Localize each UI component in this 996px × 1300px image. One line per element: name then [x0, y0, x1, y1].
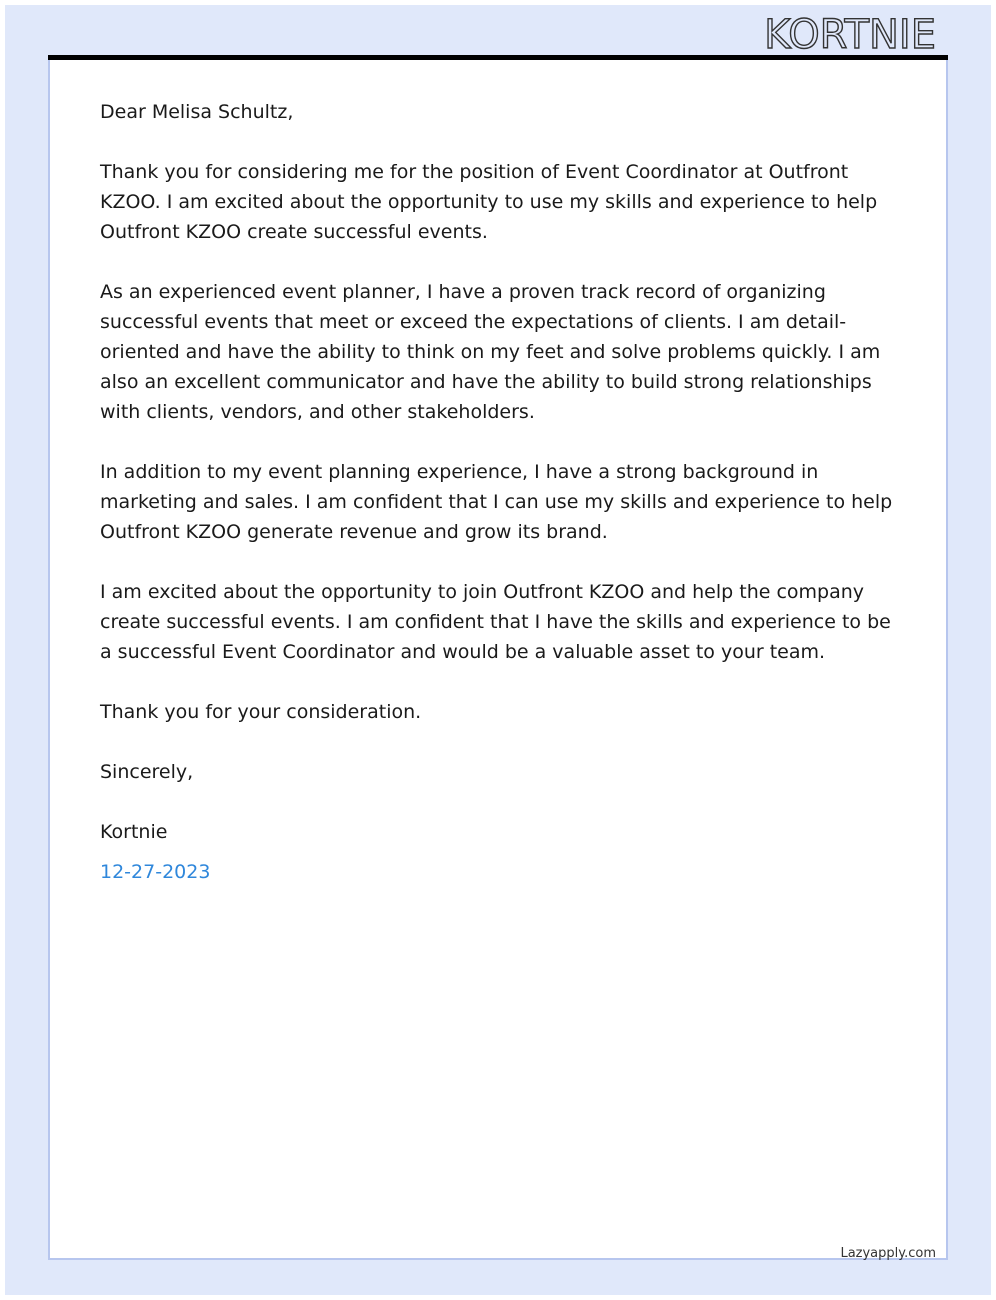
paragraph: As an experienced event planner, I have a proven track record of organizing successful events that meet or exceed the expectations of clients. I am detail-oriented and have the ability to think on my feet and solve problems quickly. I am also an excellent communicator and have the ability to build strong relationships with clients, vendors, and other stakeholders.	[100, 281, 881, 423]
footer-watermark: Lazyapply.com	[840, 1246, 936, 1261]
paragraph: Thank you for your consideration.	[100, 701, 422, 723]
paragraph: I am excited about the opportunity to join Outfront KZOO and help the company create successful events. I am confident that I have the skills and experience to be a successful Event Coordinator and would be a valuable asset to your team.	[100, 581, 891, 663]
signature-name: Kortnie	[100, 821, 168, 843]
salutation: Dear Melisa Schultz,	[100, 101, 294, 123]
paragraph: In addition to my event planning experience, I have a strong background in marketing and sales. I am confident that I can use my skills and experience to help Outfront KZOO generate revenue and grow its brand.	[100, 461, 893, 543]
letter-body	[100, 97, 900, 887]
paragraph: Thank you for considering me for the position of Event Coordinator at Outfront KZOO. I am excited about the opportunity to use my skills and experience to help Outfront KZOO create successful events.	[100, 161, 878, 243]
closing: Sincerely,	[100, 761, 194, 783]
header-name: KORTNIE	[764, 12, 936, 58]
letter-date: 12-27-2023	[100, 861, 211, 883]
